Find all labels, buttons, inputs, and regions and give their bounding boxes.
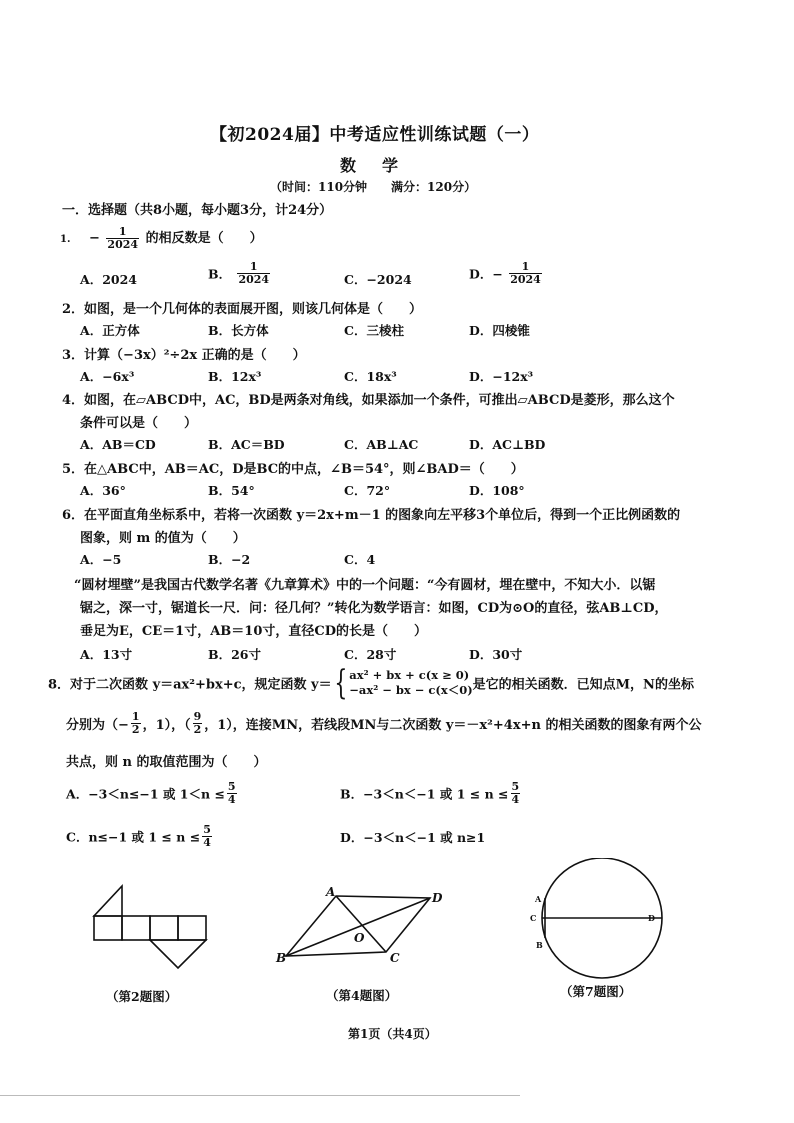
q5-option-a: A．36° bbox=[80, 483, 126, 498]
q4-option-c: C．AB⊥AC bbox=[344, 437, 419, 452]
q6-option-b: B．−2 bbox=[208, 552, 251, 567]
q2-option-a: A．正方体 bbox=[80, 323, 140, 338]
label-b: B bbox=[536, 940, 543, 950]
q5-option-d: D．108° bbox=[469, 483, 525, 498]
net-triangle-bottom bbox=[150, 940, 206, 968]
diagonal-bd bbox=[286, 898, 430, 956]
q5-option-b: B．54° bbox=[208, 483, 255, 498]
label-o: O bbox=[354, 931, 365, 945]
question-6-line1: 6．在平面直角坐标系中，若将一次函数 y＝2x+m－1 的图象向左平移3个单位后，得到一个正比例函数的 bbox=[62, 508, 681, 523]
subject-title: 数学 bbox=[340, 156, 425, 175]
figure-7-caption: （第7题图） bbox=[560, 984, 632, 999]
q1-fraction: $\frac{1}{2024}$ bbox=[107, 225, 139, 251]
label-b: B bbox=[276, 951, 287, 965]
exam-meta: （时间：110分钟 满分：120分） bbox=[270, 180, 477, 194]
q7-option-c: C．28寸 bbox=[344, 647, 397, 662]
q7-option-a: A．13寸 bbox=[80, 647, 133, 662]
label-d: D bbox=[648, 913, 655, 923]
question-8-line1: 8．对于二次函数 y＝ax²+bx+c，规定函数 y＝{ ax² + bx + c(x ≥ 0) −ax² − bx − c(x＜0) 是它的相关函数．已知点M，N的坐标 bbox=[48, 663, 694, 703]
q3-option-c: C．18x³ bbox=[344, 369, 397, 384]
q3-option-b: B．12x³ bbox=[208, 369, 262, 384]
question-4-line2: 条件可以是（ ） bbox=[80, 416, 198, 431]
q4-option-d: D．AC⊥BD bbox=[469, 437, 546, 452]
question-8-line3: 共点，则 n 的取值范围为（ ） bbox=[66, 755, 267, 770]
q3-option-d: D．−12x³ bbox=[469, 369, 534, 384]
q1-option-d: D．− $\frac{1}{2024}$ bbox=[469, 260, 541, 286]
q1-option-a: A．2024 bbox=[80, 272, 137, 287]
q8-option-a: A．−3＜n≤−1 或 1＜n ≤ $\frac{5}{4}$ bbox=[66, 780, 236, 806]
q6-option-c: C．4 bbox=[344, 552, 376, 567]
q8-option-b: B．−3＜n＜−1 或 1 ≤ n ≤ $\frac{5}{4}$ bbox=[340, 780, 520, 806]
question-2: 2．如图，是一个几何体的表面展开图，则该几何体是（ ） bbox=[62, 302, 423, 317]
q1-option-c: C．−2024 bbox=[344, 272, 412, 287]
q4-option-b: B．AC＝BD bbox=[208, 437, 285, 452]
label-c: C bbox=[390, 951, 400, 965]
question-3: 3．计算（−3x）²÷2x 正确的是（ ） bbox=[62, 348, 306, 363]
label-d: D bbox=[432, 891, 443, 905]
q5-option-c: C．72° bbox=[344, 483, 391, 498]
q8-option-c: C．n≤−1 或 1 ≤ n ≤ $\frac{5}{4}$ bbox=[66, 823, 211, 849]
section-title: 一．选择题（共8小题，每小题3分，计24分） bbox=[62, 203, 333, 218]
question-5: 5．在△ABC中，AB＝AC，D是BC的中点，∠B＝54°，则∠BAD＝（ ） bbox=[62, 462, 524, 477]
page-title: 【初2024届】中考适应性训练试题（一） bbox=[210, 125, 540, 145]
label-a: A bbox=[535, 894, 542, 904]
q7-option-b: B．26寸 bbox=[208, 647, 261, 662]
q3-option-a: A．−6x³ bbox=[80, 369, 135, 384]
q8-cases: ax² + bx + c(x ≥ 0) −ax² − bx − c(x＜0) bbox=[349, 668, 473, 697]
q1-text: 的相反数是（ ） bbox=[145, 231, 263, 246]
question-1 bbox=[60, 226, 263, 251]
net-triangle-top bbox=[94, 886, 122, 916]
question-8-line2: 分别为（− $\frac{1}{2}$ ，1），（ $\frac{9}{2}$ ，1），连接MN，若线段MN与二次函数 y＝－x²+4x+n 的相关函数的图象有两个公 bbox=[66, 710, 702, 736]
page-number: 第1页（共4页） bbox=[348, 1027, 437, 1041]
figure-4-parallelogram bbox=[270, 884, 450, 968]
label-c: C bbox=[530, 913, 537, 923]
question-4-line1: 4．如图，在▱ABCD中，AC，BD是两条对角线，如果添加一个条件，可推出▱ABCD是菱形，那么这个 bbox=[62, 393, 675, 408]
question-7-line1: “圆材埋壁”是我国古代数学名著《九章算术》中的一个问题：“今有圆材，埋在壁中，不知大小．以锯 bbox=[74, 578, 656, 593]
q2-option-c: C．三棱柱 bbox=[344, 323, 404, 338]
q7-option-d: D．30寸 bbox=[469, 647, 523, 662]
figure-2-caption: （第2题图） bbox=[106, 989, 178, 1004]
figure-2-net bbox=[88, 882, 208, 972]
q1-option-b: B． $\frac{1}{2024}$ bbox=[208, 260, 270, 286]
q4-option-a: A．AB＝CD bbox=[80, 437, 156, 452]
question-7-line2: 锯之，深一寸，锯道长一尺．问：径几何？”转化为数学语言：如图，CD为⊙O的直径，弦AB⊥CD， bbox=[80, 601, 668, 616]
net-face-4 bbox=[178, 916, 206, 940]
q6-option-a: A．−5 bbox=[80, 552, 122, 567]
question-6-line2: 图象，则 m 的值为（ ） bbox=[80, 531, 246, 546]
net-face-1 bbox=[94, 916, 122, 940]
figure-4-caption: （第4题图） bbox=[326, 988, 398, 1003]
net-face-2 bbox=[122, 916, 150, 940]
q8-option-d: D．−3＜n＜−1 或 n≥1 bbox=[340, 830, 486, 845]
question-7-line3: 垂足为E，CE＝1寸，AB＝10寸，直径CD的长是（ ） bbox=[80, 624, 427, 639]
page-divider bbox=[0, 1095, 520, 1096]
q1-minus: − bbox=[88, 231, 100, 246]
net-face-3 bbox=[150, 916, 178, 940]
q2-option-d: D．四棱锥 bbox=[469, 323, 530, 338]
q8-brace: { bbox=[333, 663, 347, 703]
q2-option-b: B．长方体 bbox=[208, 323, 269, 338]
figure-7-circle bbox=[528, 858, 678, 984]
label-a: A bbox=[326, 885, 336, 899]
q1-number: 1. bbox=[60, 234, 71, 245]
